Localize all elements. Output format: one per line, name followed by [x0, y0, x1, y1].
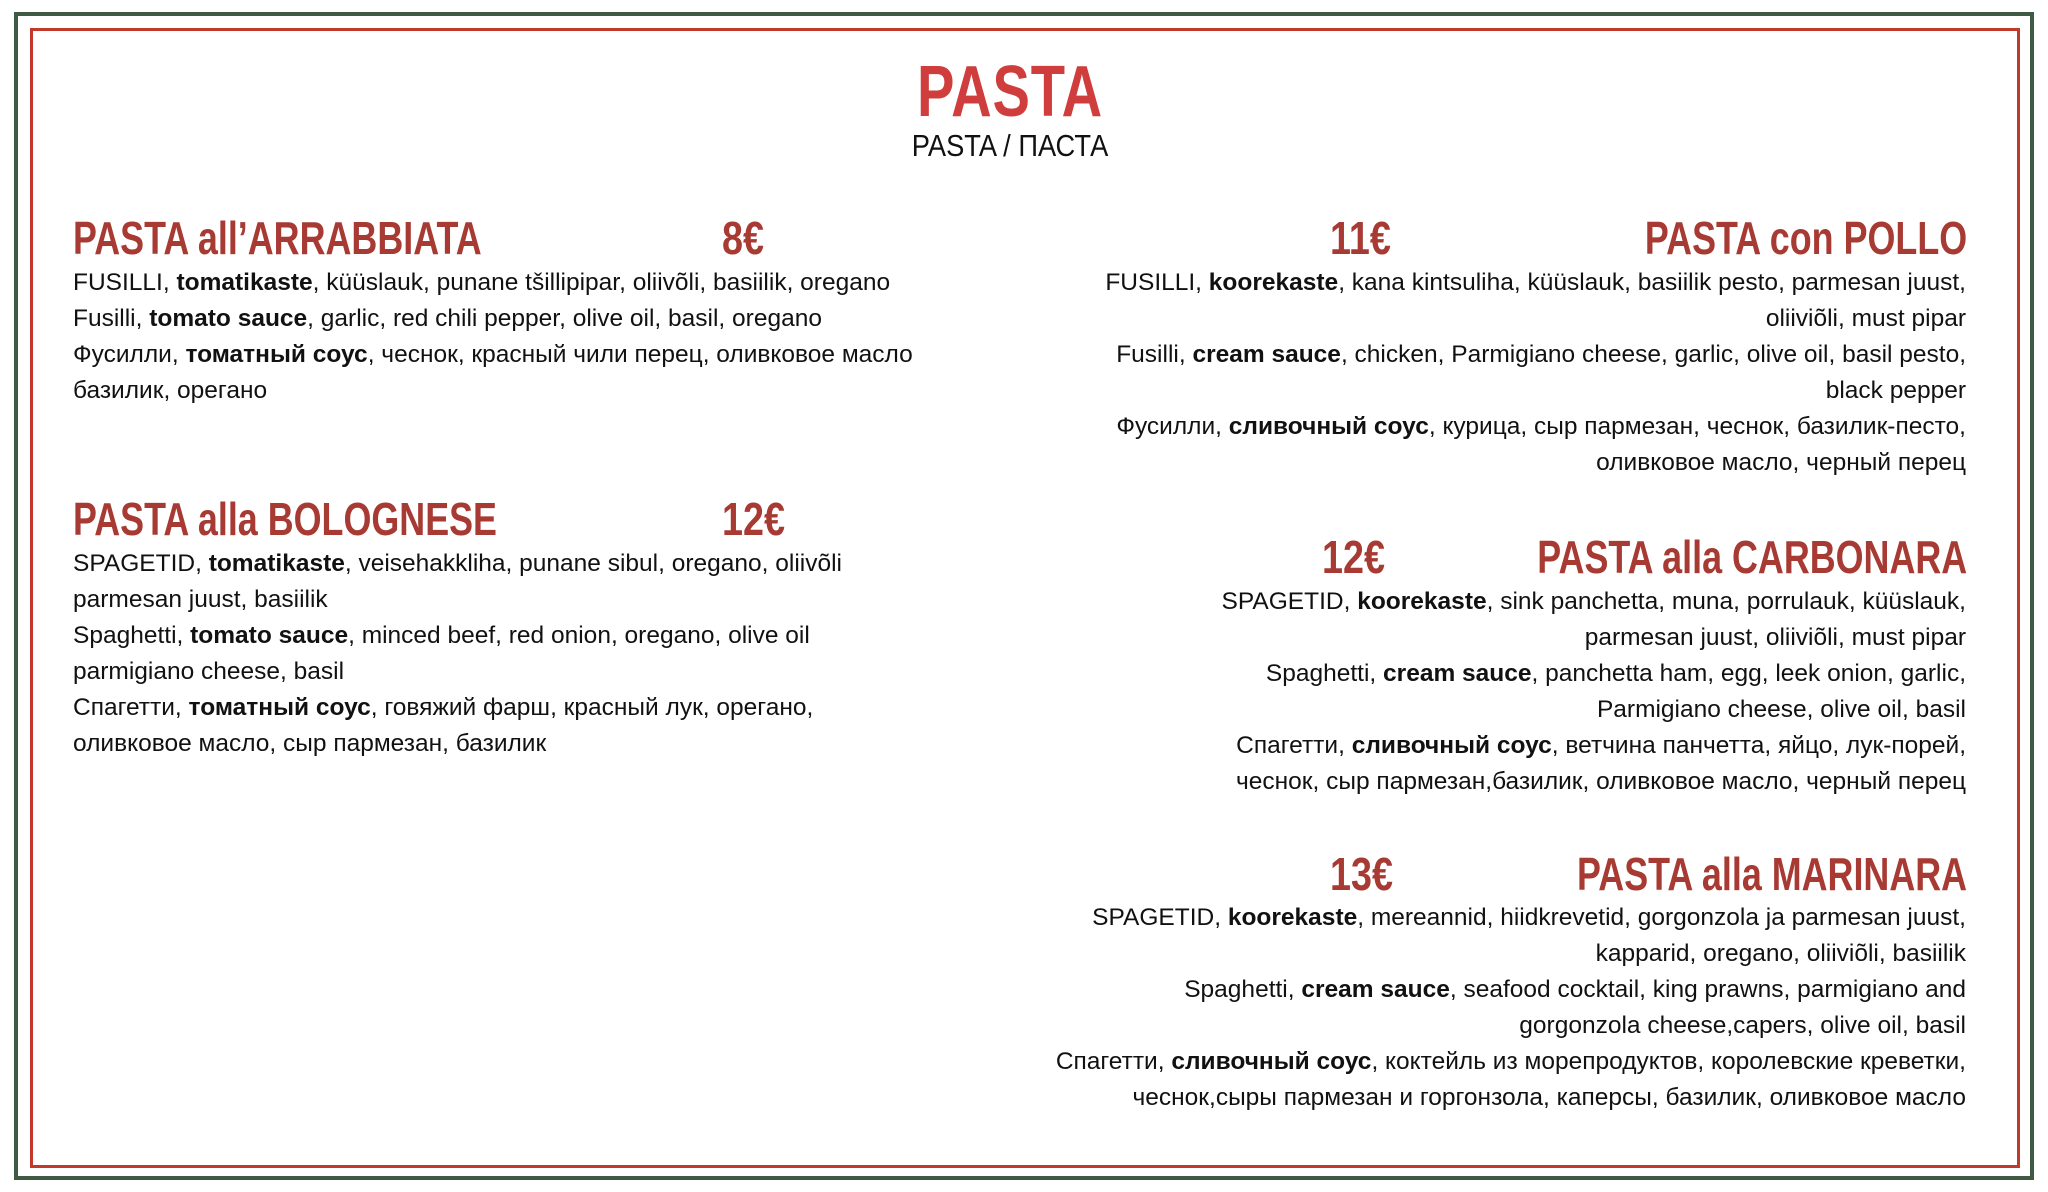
dish-price-marinara: 13€: [1330, 848, 1393, 900]
description-line: оливковое масло, сыр пармезан, базилик: [73, 730, 547, 757]
description-line: FUSILLI, koorekaste, kana kintsuliha, küüslauk, basiilik pesto, parmesan juust,: [1105, 269, 1966, 296]
description-line: Parmigiano cheese, olive oil, basil: [1596, 696, 1966, 723]
description-line: базилик, орегано: [73, 377, 268, 404]
dish-name-arrabbiata: PASTA all’ARRABBIATA: [73, 212, 482, 264]
description-line: parmesan juust, oliiviõli, must pipar: [1584, 624, 1966, 651]
dish-name-carbonara: PASTA alla CARBONARA: [1537, 531, 1967, 583]
page-title: PASTA: [917, 52, 1103, 132]
description-line: чеснок,сыры пармезан и горгонзола, каперсы, базилик, оливковое масло: [1132, 1084, 1966, 1111]
description-line: Spaghetti, cream sauce, seafood cocktail, king prawns, parmigiano and: [1184, 976, 1966, 1003]
page-subtitle: PASTA / ПАСТА: [911, 128, 1109, 163]
description-line: Spaghetti, tomato sauce, minced beef, red onion, oregano, olive oil: [73, 622, 810, 649]
description-line: Спагетти, сливочный соус, ветчина панчетта, яйцо, лук-порей,: [1236, 732, 1966, 759]
dish-description-marinara: [916, 900, 1966, 1116]
dish-price-bolognese: 12€: [722, 493, 785, 545]
description-line: SPAGETID, koorekaste, mereannid, hiidkrevetid, gorgonzola ja parmesan juust,: [1092, 904, 1966, 931]
description-line: SPAGETID, koorekaste, sink panchetta, muna, porrulauk, küüslauk,: [1221, 588, 1966, 615]
description-line: Спагетти, томатный соус, говяжий фарш, красный лук, орегано,: [73, 694, 814, 721]
description-line: Fusilli, cream sauce, chicken, Parmigiano cheese, garlic, olive oil, basil pesto,: [1116, 341, 1966, 368]
dish-name-marinara: PASTA alla MARINARA: [1576, 848, 1967, 900]
dish-price-carbonara: 12€: [1322, 531, 1385, 583]
dish-description-arrabbiata: [73, 265, 1013, 409]
dish-description-pollo: [966, 265, 1966, 481]
description-line: чеснок, сыр пармезан,базилик, оливковое масло, черный перец: [1236, 768, 1966, 795]
description-line: FUSILLI, tomatikaste, küüslauk, punane tšillipipar, oliivõli, basiilik, oregano: [73, 269, 891, 296]
description-line: parmesan juust, basiilik: [73, 586, 328, 613]
dish-description-carbonara: [966, 584, 1966, 800]
description-line: оливковое масло, черный перец: [1596, 449, 1966, 476]
description-line: SPAGETID, tomatikaste, veisehakkliha, punane sibul, oregano, oliivõli: [73, 550, 842, 577]
description-line: Фусилли, сливочный соус, курица, сыр пармезан, чеснок, базилик-песто,: [1116, 413, 1966, 440]
dish-name-pollo: PASTA con POLLO: [1644, 212, 1967, 264]
description-line: Спагетти, сливочный соус, коктейль из морепродуктов, королевские креветки,: [1055, 1048, 1966, 1075]
description-line: oliiviõli, must pipar: [1765, 305, 1966, 332]
dish-price-pollo: 11€: [1330, 212, 1391, 264]
dish-name-bolognese: PASTA alla BOLOGNESE: [73, 493, 497, 545]
description-line: Fusilli, tomato sauce, garlic, red chili pepper, olive oil, basil, oregano: [73, 305, 822, 332]
description-line: parmigiano cheese, basil: [73, 658, 345, 685]
description-line: black pepper: [1825, 377, 1966, 404]
description-line: Фусилли, томатный соус, чеснок, красный чили перец, оливковое масло: [73, 341, 913, 368]
description-line: kapparid, oregano, oliiviõli, basiilik: [1595, 940, 1966, 967]
dish-price-arrabbiata: 8€: [722, 212, 764, 264]
description-line: gorgonzola cheese,capers, olive oil, basil: [1519, 1012, 1966, 1039]
dish-description-bolognese: [73, 546, 1013, 762]
description-line: Spaghetti, cream sauce, panchetta ham, egg, leek onion, garlic,: [1265, 660, 1966, 687]
